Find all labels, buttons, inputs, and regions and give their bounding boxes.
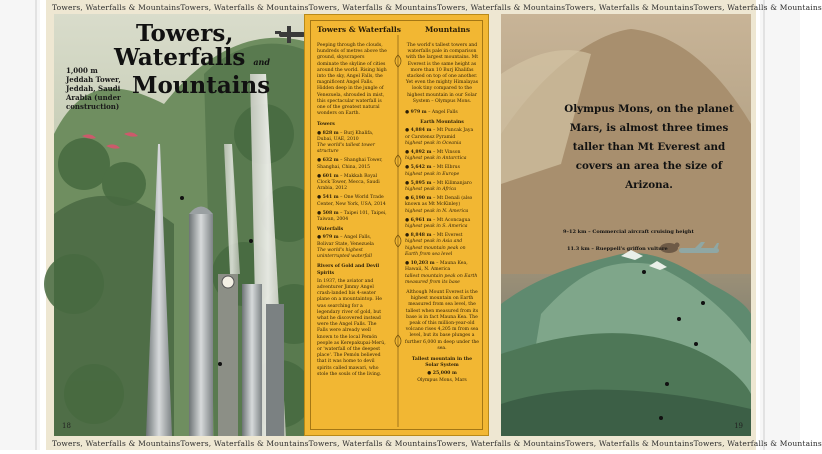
ornamental-divider xyxy=(394,35,402,427)
mountain-entry-note: highest peak in N. America xyxy=(405,208,469,214)
tower-entry-text: – Shanghai Tower, Shanghai, China, 2015 xyxy=(317,158,383,170)
mountain-entry-value: 8,848 m xyxy=(410,233,432,239)
waterfall-entry-text: – Angel Falls, Bolivar State, Venezuela xyxy=(317,235,374,247)
towers-waterfalls-heading xyxy=(317,25,401,34)
running-title: Towers, Waterfalls & Mountains xyxy=(308,2,437,12)
gold-story: In 1937, the aviator and adventurer Jimmy Angel crash-landed his 4-seater plane on a mountaintop. He was searching for a legendary river of gold, but what he discovered instead were the Angel Falls. The Falls were already well known to the local Pemón people as Kerepakupai-Merú, or 'waterfall of the deepest place'. The Pemón believed that it was home to devil spirits called mawari, who stole the souls of the living. xyxy=(317,278,386,377)
aircraft-height-label: 9–12 km – Commercial aircraft cruising height xyxy=(563,229,694,235)
olympus-mons-illustration xyxy=(501,14,751,436)
page-number-left: 18 xyxy=(62,422,71,430)
earth-mountains-subheading: Earth Mountains xyxy=(420,120,464,126)
mountain-entry: ● 4,892 m – Mt Vinson highest peak in Antarctica xyxy=(405,150,479,162)
title-line-waterfalls xyxy=(114,46,314,74)
title-and: and xyxy=(253,57,270,67)
mountain-entry-value: 5,895 m xyxy=(410,180,432,186)
waterfalls-subheading: Waterfalls xyxy=(317,227,344,233)
waterfalls-list xyxy=(317,235,387,260)
waterfall-entry-value: 979 m xyxy=(322,235,339,241)
title-line-mountains: Mountains xyxy=(132,72,271,99)
tower-entry-text: – One World Trade Center, New York, USA, 2014 xyxy=(317,195,386,207)
title-line-towers: Towers, xyxy=(136,20,234,47)
tower-entry-note: The world's tallest tower structure xyxy=(317,143,375,155)
heading-and: & xyxy=(348,25,356,34)
tower-entry-value: 601 m xyxy=(322,173,339,179)
tower-entry: ● 632 m – Shanghai Tower, Shanghai, China, 2015 xyxy=(317,158,383,170)
ruler-ticks xyxy=(760,0,800,450)
angel-value: 979 m xyxy=(410,110,427,116)
olympus-text: Olympus Mons, Mars xyxy=(417,377,467,383)
mountains-column xyxy=(405,43,479,384)
olympus-value: 25,000 m xyxy=(432,371,457,377)
tower-entry: ● 508 m – Taipei 101, Taipei, Taiwan, 2004 xyxy=(317,210,387,223)
tower-entry-value: 508 m xyxy=(322,210,339,216)
top-running-header xyxy=(46,0,822,14)
mountain-entry-text: – Mauna Kea, Hawaii, N. America xyxy=(405,261,468,273)
mountain-entry-text: – Mt Aconcagua xyxy=(432,217,471,223)
mountains-list xyxy=(405,128,479,285)
mountain-entry: ● 5,642 m – Mt Elbrus highest peak in Europe xyxy=(405,165,479,177)
gold-subheading: Rivers of Gold and Devil Spirits xyxy=(317,264,380,276)
mountain-entry-text: – Mt Vinson xyxy=(432,150,461,156)
towers-intro: Peeping through the clouds, hundreds of metres above the ground, skyscrapers dominate the skyline of cities around the world. Rising high into the sky, Angel Falls, the magnificent Angel Falls. Hidden deep in the jungle of Venezuela, shrouded in mist, this spectacular waterfall is one of the greatest natural wonders on Earth. xyxy=(317,43,387,117)
towers-subheading: Towers xyxy=(317,122,335,128)
running-title: Towers, Waterfalls & Mountains xyxy=(693,438,822,448)
mountain-entry: ● 10,203 m – Mauna Kea, Hawaii, N. America tallest mountain peak on Earth measured from its base xyxy=(405,261,478,285)
running-title: Towers, Waterfalls & Mountains xyxy=(693,2,822,12)
tower-entry-text: – Burj Khalifa, Dubai, UAE, 2010 xyxy=(317,130,374,142)
right-page-illustration xyxy=(501,14,751,436)
running-title: Towers, Waterfalls & Mountains xyxy=(565,2,694,12)
ruler-ticks xyxy=(0,0,40,450)
olympus-entry: ● 25,000 m Olympus Mons, Mars xyxy=(417,371,467,383)
tower-entry: ● 828 m – Burj Khalifa, Dubai, UAE, 2010 The world's tallest tower structure xyxy=(317,131,387,156)
solar-subheading: Tallest mountain in the Solar System xyxy=(411,356,473,369)
right-margin-ruler xyxy=(760,0,800,450)
jeddah-tower-label: 1,000 m Jeddah Tower, Jeddah, Saudi Arabia (under construction) xyxy=(66,66,121,111)
mountains-intro: The world's tallest towers and waterfalls pale in comparison with the largest mountains. Mt Everest is the same height as more than 10 Burj Khalifas stacked on top of one another. Yet even the mighty Himalayas look tiny compared to the highest mountain in our Solar System – Olympus Mons. xyxy=(405,43,479,104)
mountain-entry-value: 4,892 m xyxy=(410,150,432,156)
mountain-entry-value: 5,642 m xyxy=(410,165,432,171)
waterfall-entry: ● 979 m – Angel Falls, Bolivar State, Venezuela The world's highest uninterrupted waterfall xyxy=(317,235,387,260)
left-margin-ruler xyxy=(0,0,40,450)
mountain-entry-note: highest peak in Europe xyxy=(405,171,460,177)
running-title: Towers, Waterfalls & Mountains xyxy=(565,438,694,448)
mountain-entry-value: 10,203 m xyxy=(410,261,435,267)
mountains-heading: Mountains xyxy=(425,25,471,34)
mountain-entry: ● 6,190 m – Mt Denali (also known as Mt McKinley) highest peak in N. America xyxy=(405,196,479,215)
towers-waterfalls-column xyxy=(317,43,387,383)
running-title: Towers, Waterfalls & Mountains xyxy=(180,438,309,448)
waterfall-entry-note: The world's highest uninterrupted waterfall xyxy=(317,247,372,260)
title-waterfalls-text: Waterfalls xyxy=(114,44,246,71)
tower-entry-text: – Makkah Royal Clock Tower, Mecca, Saudi Arabia, 2012 xyxy=(317,173,380,192)
tower-entry-value: 828 m xyxy=(322,130,339,136)
towers-list xyxy=(317,131,387,224)
mountain-entry-note: highest peak in Oceania xyxy=(405,140,462,146)
mountain-entry-note: highest peak in Asia and highest mountain peak on Earth from sea level xyxy=(405,239,466,257)
running-title: Towers, Waterfalls & Mountains xyxy=(436,2,566,12)
mountain-entry-text: – Mt Kilimanjaro xyxy=(432,180,472,186)
mountain-entry-note: highest peak in S. America xyxy=(405,224,468,230)
running-title: Towers, Waterfalls & Mountains xyxy=(308,438,437,448)
mountain-entry: ● 6,961 m – Mt Aconcagua highest peak in S. America xyxy=(405,218,479,230)
olympus-mons-caption: Olympus Mons, on the planet Mars, is almost three times taller than Mt Everest and covers an area the size of Arizona. xyxy=(564,103,734,191)
mountain-entry-text: – Mt Denali (also known as Mt McKinley) xyxy=(405,196,473,208)
mountain-entry-text: – Mt Puncak Jaya or Carstensz Pyramid xyxy=(405,128,474,140)
heading-towers: Towers xyxy=(317,25,347,34)
page-title xyxy=(114,22,314,98)
mountain-entry: ● 4,884 m – Mt Puncak Jaya or Carstensz Pyramid highest peak in Oceania xyxy=(405,128,479,147)
mountain-entry: ● 5,895 m – Mt Kilimanjaro highest peak in Africa xyxy=(405,181,479,193)
tower-entry: ● 601 m – Makkah Royal Clock Tower, Mecca, Saudi Arabia, 2012 xyxy=(317,173,380,192)
tower-entry-value: 632 m xyxy=(322,158,339,164)
text-panel xyxy=(304,14,489,436)
angel-text: – Angel Falls xyxy=(428,110,458,116)
mountain-entry-note: highest peak in Antarctica xyxy=(405,156,467,162)
mountain-entry-note: tallest mountain peak on Earth measured from its base xyxy=(405,273,478,285)
mountain-entry-text: – Mt Everest xyxy=(432,233,463,239)
heading-waterfalls: Waterfalls xyxy=(358,25,401,34)
running-title: Towers, Waterfalls & Mountains xyxy=(180,2,309,12)
book-spread xyxy=(46,0,822,450)
mountain-entry-note: highest peak in Africa xyxy=(405,187,457,193)
running-title: Towers, Waterfalls & Mountains xyxy=(52,2,181,12)
page-number-right: 19 xyxy=(734,422,743,430)
mountain-entry-value: 6,190 m xyxy=(410,196,432,202)
running-title: Towers, Waterfalls & Mountains xyxy=(52,438,181,448)
angel-falls-entry: ● 979 m – Angel Falls xyxy=(405,110,458,116)
bottom-running-footer xyxy=(46,436,822,450)
mountain-entry-value: 4,884 m xyxy=(410,128,432,134)
everest-text: Although Mount Everest is the highest mountain on Earth measured from sea level, the tallest when measured from its base is in fact Mauna Kea. The peak of this million-year-old volcano rises 4,205 m from sea level, but its base plunges a further 6,000 m deep under the sea. xyxy=(405,289,479,351)
vulture-height-label: 11.3 km – Rueppell's griffon vulture xyxy=(567,246,668,252)
left-page-illustration xyxy=(54,14,314,436)
mountain-entry-value: 6,961 m xyxy=(410,217,432,223)
tower-entry: ● 541 m – One World Trade Center, New York, USA, 2014 xyxy=(317,195,386,207)
tower-entry-text: – Taipei 101, Taipei, Taiwan, 2004 xyxy=(317,210,387,223)
mountain-entry-text: – Mt Elbrus xyxy=(432,165,460,171)
tower-entry-value: 541 m xyxy=(322,195,339,201)
running-title: Towers, Waterfalls & Mountains xyxy=(436,438,566,448)
mountain-entry: ● 8,848 m – Mt Everest highest peak in Asia and highest mountain peak on Earth from sea level xyxy=(405,233,479,258)
